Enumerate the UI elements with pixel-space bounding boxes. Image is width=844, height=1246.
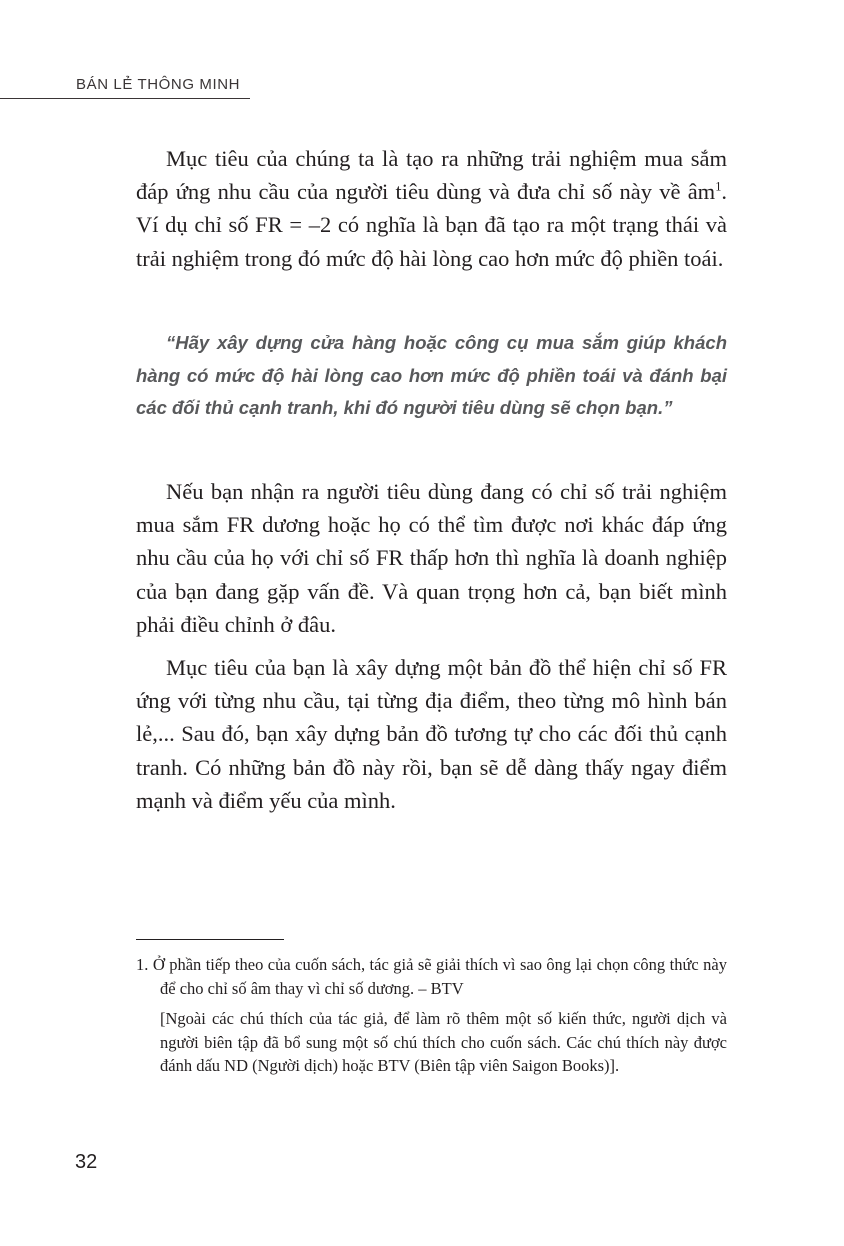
running-header: BÁN LẺ THÔNG MINH	[76, 76, 241, 93]
footnote-rule	[136, 939, 284, 940]
paragraph-2	[136, 475, 727, 641]
header-rule	[0, 98, 250, 99]
page-number: 32	[75, 1151, 98, 1173]
footnote-marker: 1	[715, 179, 722, 194]
editor-note: [Ngoài các chú thích của tác giả, để làm rõ thêm một số kiến thức, người dịch và người biên tập đã bổ sung một số chú thích cho cuốn sách. Các chú thích này được đánh dấu ND (Người dịch) hoặc BTV (Biên tập viên Saigon Books)].	[160, 1009, 727, 1076]
pull-quote: “Hãy xây dựng cửa hàng hoặc công cụ mua sắm giúp khách hàng có mức độ hài lòng cao hơn mức độ phiền toái và đánh bại các đối thủ cạnh tranh, khi đó người tiêu dùng sẽ chọn bạn.”	[136, 332, 727, 418]
footnote-1: 1. Ở phần tiếp theo của cuốn sách, tác giả sẽ giải thích vì sao ông lại chọn công thức này để cho chỉ số âm thay vì chỉ số dương. – BTV	[136, 955, 727, 998]
paragraph-1	[136, 142, 727, 275]
paragraph-2-text: Nếu bạn nhận ra người tiêu dùng đang có chỉ số trải nghiệm mua sắm FR dương hoặc họ có thể tìm được nơi khác đáp ứng nhu cầu của họ với chỉ số FR thấp hơn thì nghĩa là doanh nghiệp của bạn đang gặp vấn đề. Và quan trọng hơn cả, bạn biết mình phải điều chỉnh ở đâu.	[136, 479, 727, 637]
paragraph-3	[136, 651, 727, 817]
paragraph-3-text: Mục tiêu của bạn là xây dựng một bản đồ thể hiện chỉ số FR ứng với từng nhu cầu, tại từng địa điểm, theo từng mô hình bán lẻ,... Sau đó, bạn xây dựng bản đồ tương tự cho các đối thủ cạnh tranh. Có những bản đồ này rồi, bạn sẽ dễ dàng thấy ngay điểm mạnh và điểm yếu của mình.	[136, 655, 727, 813]
paragraph-1-text-b: . Ví dụ chỉ số FR = –2 có nghĩa là bạn đã tạo ra một trạng thái và trải nghiệm trong đó mức độ hài lòng cao hơn mức độ phiền toái.	[136, 179, 727, 271]
paragraph-1-text-a: Mục tiêu của chúng ta là tạo ra những trải nghiệm mua sắm đáp ứng nhu cầu của người tiêu dùng và đưa chỉ số này về âm	[136, 146, 727, 205]
